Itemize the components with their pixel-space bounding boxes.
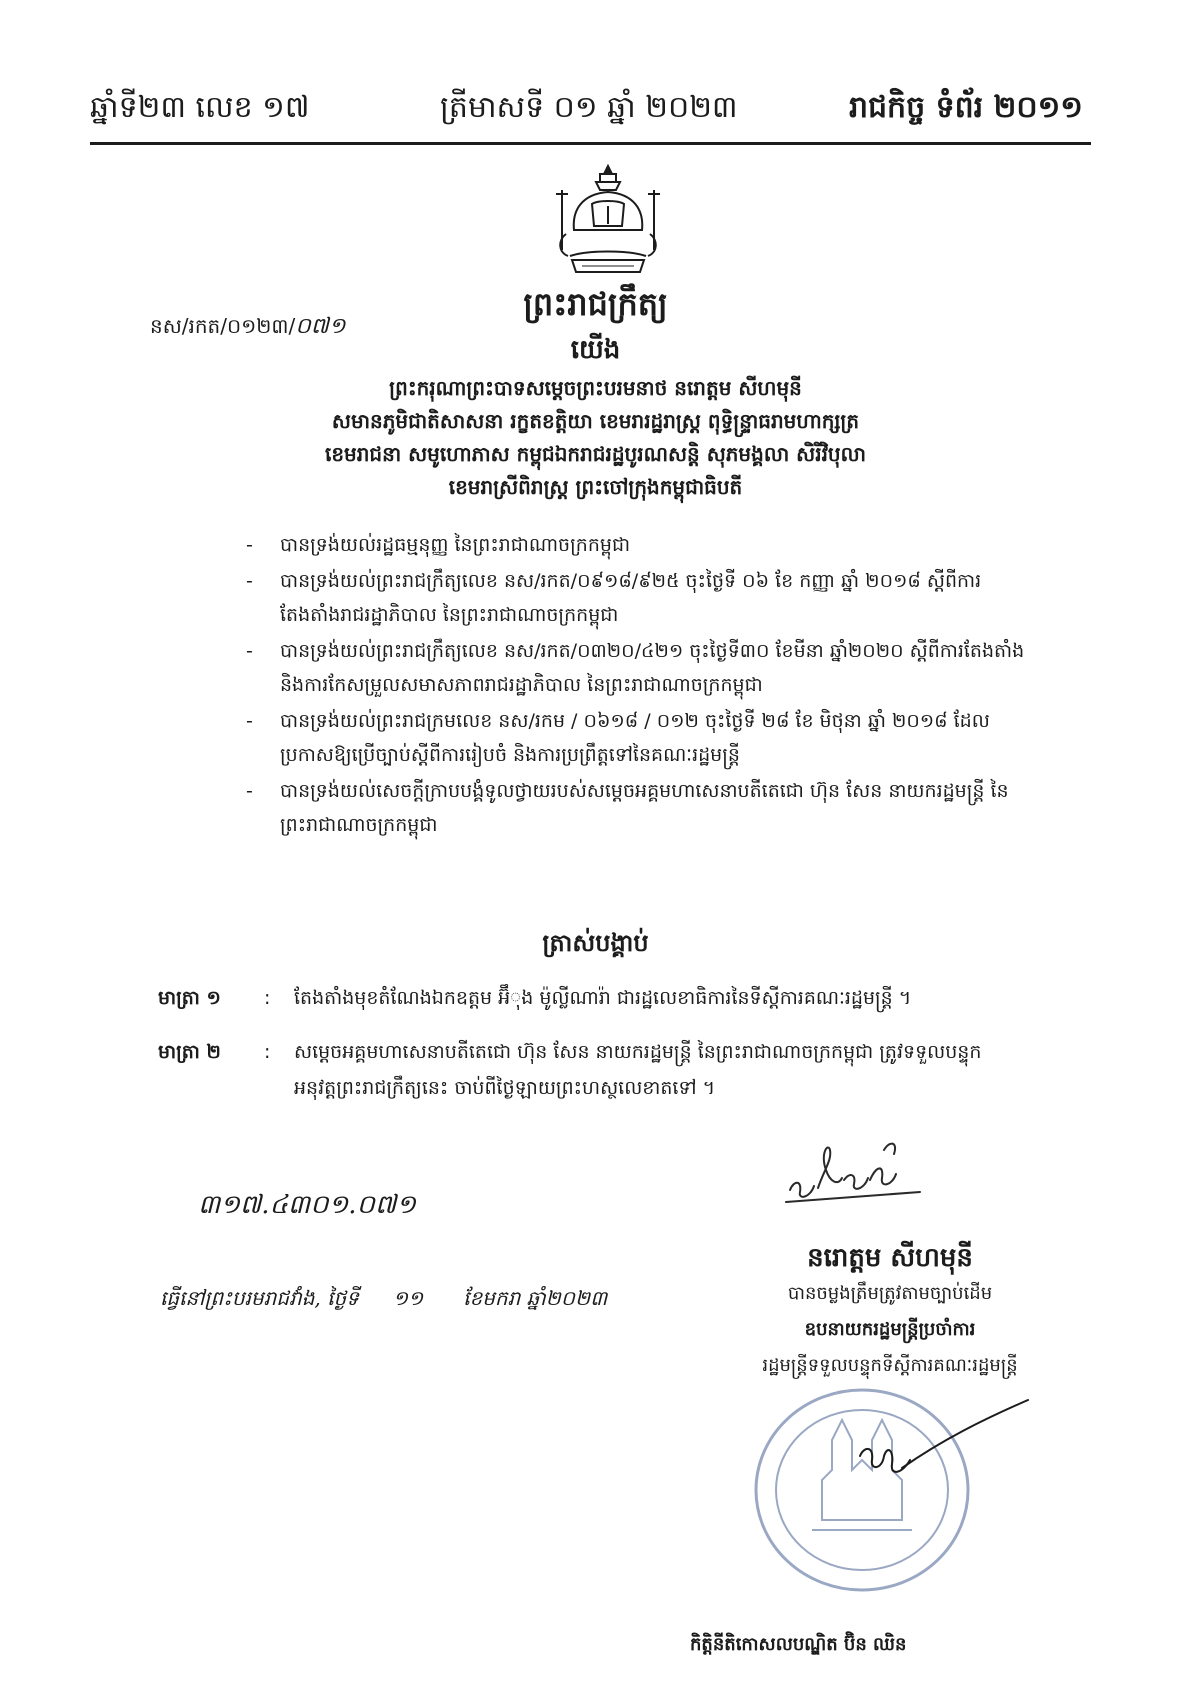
royal-title-line: ខេមរាស្រីពិរាស្ត្រ ព្រះចៅក្រុងកម្ពុជាធិបតី [448, 475, 743, 499]
consideration-item: - បានទ្រង់យល់ព្រះរាជក្រឹត្យលេខ នស/រកត/០៣២០/៤២១ ចុះថ្ងៃទី៣០ ខែមីនា ឆ្នាំ២០២០ ស្តីពីការតែងតាំង និងការកែសម្រួលសមាសភាពរាជរដ្ឋាភិបាល នៃព្រះរាជាណាចក្រកម្ពុជា [246, 634, 1026, 702]
header-date: ត្រីមាសទី ០១ ឆ្នាំ ២០២៣ [440, 90, 738, 125]
article-text: តែងតាំងមុខតំណែងឯកឧត្តម អ៊ឹុង ម៉ូល្លីណារ៉ា ជារដ្ឋលេខាធិការនៃទីស្តីការគណៈរដ្ឋមន្ត្រី ។ [294, 987, 912, 1009]
decides-heading: ត្រាស់បង្គាប់ [542, 929, 649, 957]
article-1 [158, 980, 1038, 1016]
header-year-issue: ឆ្នាំទី២៣ លេខ ១៧ [90, 90, 310, 125]
list-dash: - [246, 640, 253, 662]
reference-printed: នស/រកត/០១២៣/ [150, 314, 296, 338]
article-label: មាត្រា ២ [158, 1041, 221, 1063]
signer-name: នរោត្តម សីហមុនី [807, 1243, 973, 1273]
royal-titles [0, 372, 1191, 504]
article-label: មាត្រា ១ [158, 987, 221, 1009]
article-2 [158, 1034, 1038, 1106]
list-dash: - [246, 570, 253, 592]
list-dash: - [246, 534, 253, 556]
official-seal-icon [742, 1360, 1032, 1610]
royal-signature [780, 1130, 930, 1210]
royal-title-line: ខេមរាជនា សមូហោភាស កម្ពុជឯករាជរដ្ឋបូរណសន្តិ សុភមង្គលា សិរីវិបុលា [324, 442, 867, 466]
place-date-day: ១១ [392, 1286, 424, 1310]
consideration-item: - បានទ្រង់យល់សេចក្តីក្រាបបង្គំទូលថ្វាយរបស់សម្តេចអគ្គមហាសេនាបតីតេជោ ហ៊ុន សែន នាយករដ្ឋមន្ត្រី នៃព្រះរាជាណាចក្រកម្ពុជា [246, 774, 1026, 842]
royal-emblem-icon [552, 160, 664, 282]
article-colon: : [264, 987, 271, 1009]
minister-title: រដ្ឋមន្ត្រីទទួលបន្ទុកទីស្តីការគណៈរដ្ឋមន្ត្រី [762, 1355, 1018, 1376]
place-date-month-year: ខែមករា ឆ្នាំ២០២៣ [463, 1286, 608, 1310]
list-dash: - [246, 710, 253, 732]
royal-title-line: សមានភូមិជាតិសាសនា រក្ខតខត្តិយា ខេមរារដ្ឋរាស្ត្រ ពុទ្ធិន្ទ្រាធរាមហាក្សត្រ [331, 409, 860, 433]
countersigner-name: កិត្តិនីតិកោសលបណ្ឌិត ប៊ិន ឈិន [690, 1634, 907, 1655]
article-colon: : [264, 1041, 271, 1063]
royal-title-line: ព្រះករុណាព្រះបាទសម្តេចព្រះបរមនាថ នរោត្តម សីហមុនី [389, 376, 802, 400]
header-divider [90, 142, 1091, 145]
article-text: សម្តេចអគ្គមហាសេនាបតីតេជោ ហ៊ុន សែន នាយករដ្ឋមន្ត្រី នៃព្រះរាជាណាចក្រកម្ពុជា ត្រូវទទួលបន្ទុកអនុវត្តព្រះរាជក្រឹត្យនេះ ចាប់ពីថ្ងៃឡាយព្រះហស្ថលេខាតទៅ ។ [294, 1041, 982, 1099]
decree-title: ព្រះរាជក្រឹត្យ [523, 285, 668, 323]
consideration-item: - បានទ្រង់យល់ព្រះរាជក្រមលេខ នស/រកម / ០៦១៨ / ០១២ ចុះថ្ងៃទី ២៨ ខែ មិថុនា ឆ្នាំ ២០១៨ ដែលប្រកាសឱ្យប្រើច្បាប់ស្តីពីការរៀបចំ និងការប្រព្រឹត្តទៅនៃគណៈរដ្ឋមន្ត្រី [246, 704, 1026, 772]
deputy-pm-title: ឧបនាយករដ្ឋមន្ត្រីប្រចាំការ [804, 1319, 976, 1340]
consideration-item: - បានទ្រង់យល់ព្រះរាជក្រឹត្យលេខ នស/រកត/០៩១៨/៩២៥ ចុះថ្ងៃទី ០៦ ខែ កញ្ញា ឆ្នាំ ២០១៨ ស្តីពីការតែងតាំងរាជរដ្ឋាភិបាល នៃព្រះរាជាណាចក្រកម្ពុជា [246, 564, 1026, 632]
consideration-item: - បានទ្រង់យល់រដ្ឋធម្មនុញ្ញ នៃព្រះរាជាណាចក្រកម្ពុជា [246, 528, 1026, 562]
certified-copy-text: បានចម្លងត្រឹមត្រូវតាមច្បាប់ដើម [787, 1283, 993, 1304]
reference-handwritten: ០៧១ [295, 314, 346, 339]
considerations-list [246, 528, 1026, 844]
header-gazette-page: រាជកិច្ច ទំព័រ ២០១១ [848, 90, 1083, 125]
decree-we: យើង [570, 335, 621, 365]
place-date [160, 1285, 607, 1315]
registration-number: ៣១៧.៤៣០១.០៧១ [198, 1190, 416, 1220]
place-date-prefix: ធ្វើនៅព្រះបរមរាជវាំង, ថ្ងៃទី [160, 1286, 359, 1310]
list-dash: - [246, 780, 253, 802]
